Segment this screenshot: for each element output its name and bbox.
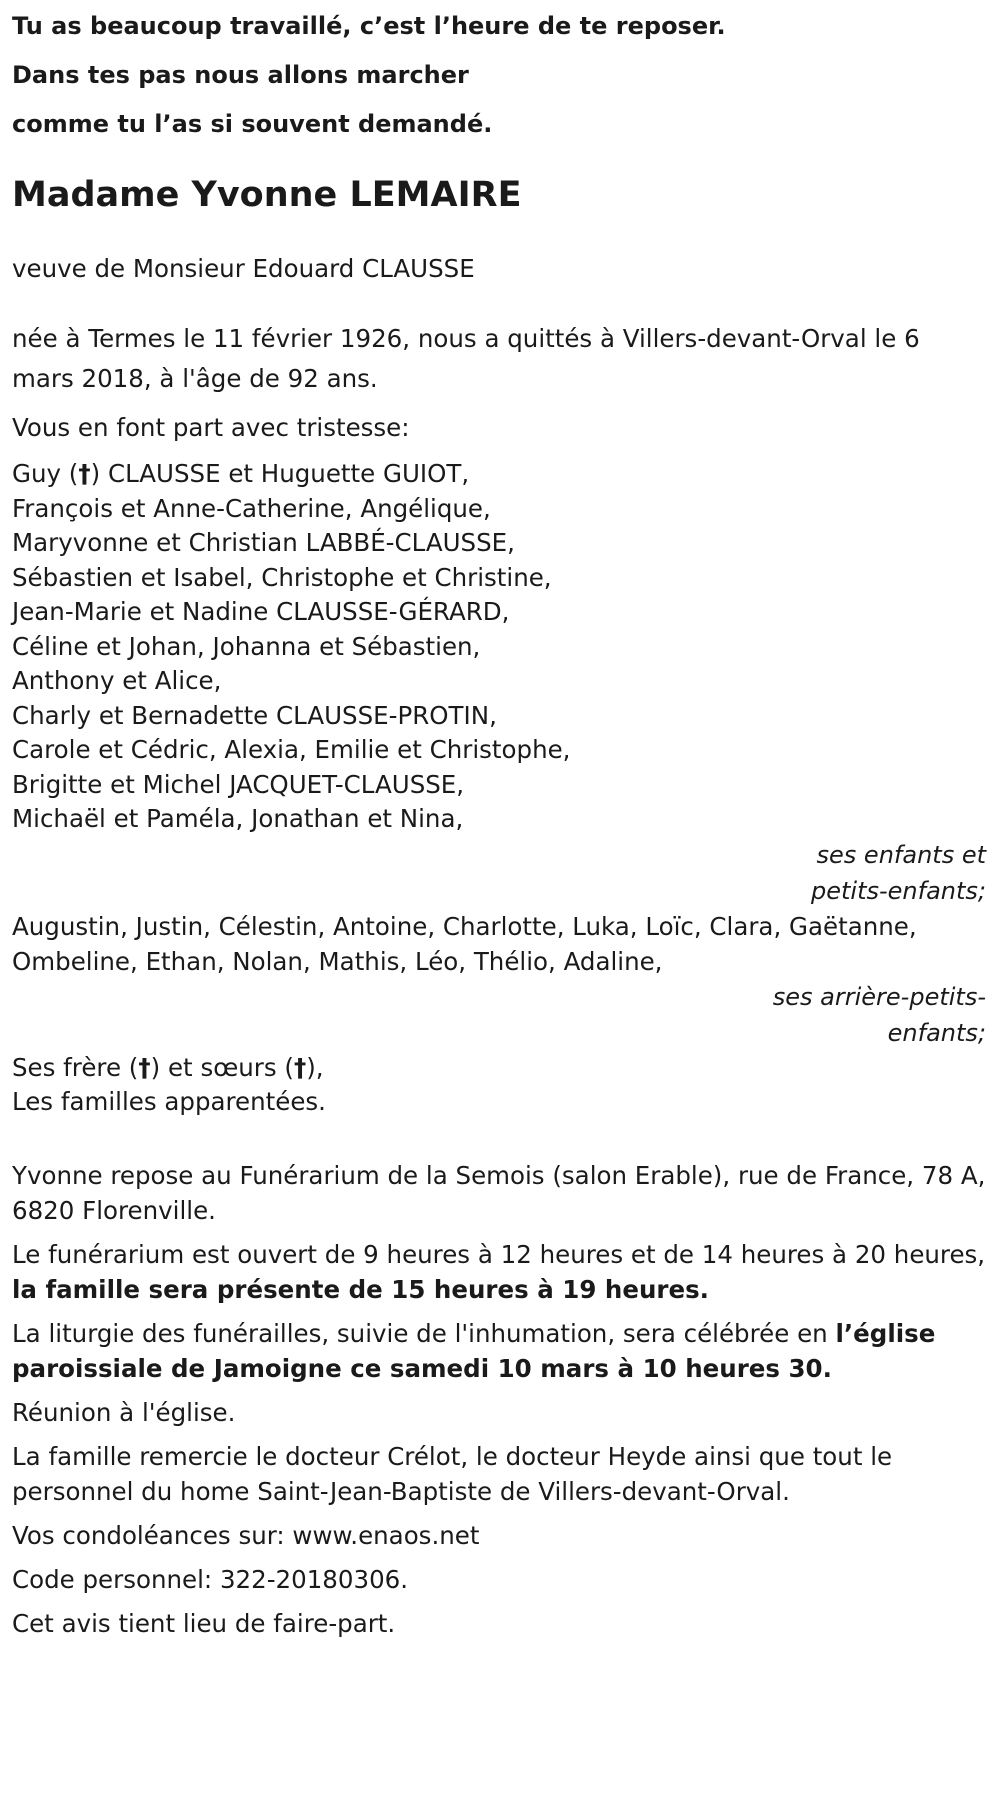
family-line-text: ) CLAUSSE et Huguette GUIOT,	[90, 459, 470, 488]
liturgy-text	[12, 1316, 988, 1386]
cross-icon: †	[138, 1052, 151, 1082]
great-grandchildren-label: ses arrière-petits-	[772, 982, 986, 1011]
list-item: Jean-Marie et Nadine CLAUSSE-GÉRARD,	[12, 597, 510, 626]
relatives-line: Les familles apparentées.	[12, 1087, 326, 1116]
liturgy-emphasis: l’église paroissiale de Jamoigne ce samedi 10 mars à 10 heures 30.	[12, 1318, 936, 1383]
hours-emphasis: la famille sera présente de 15 heures à 19 heures.	[12, 1274, 709, 1304]
list-item: Carole et Cédric, Alexia, Emilie et Christophe,	[12, 735, 571, 764]
liturgy-normal: La liturgie des funérailles, suivie de l'inhumation, sera célébrée en	[12, 1318, 836, 1348]
list-item: Brigitte et Michel JACQUET-CLAUSSE,	[12, 769, 465, 799]
list-item: Michaël et Paméla, Jonathan et Nina,	[12, 804, 464, 833]
hours-text	[12, 1237, 988, 1307]
list-item: Anthony et Alice,	[12, 666, 222, 695]
siblings-text: ) et sœurs (	[150, 1052, 294, 1082]
great-grandchildren-list: Augustin, Justin, Célestin, Antoine, Charlotte, Luka, Loïc, Clara, Gaëtanne, Ombeline, Ethan, Nolan, Mathis, Léo, Thélio, Adaline,	[12, 911, 917, 976]
children-label: ses enfants et	[816, 840, 986, 869]
deceased-name: Madame Yvonne LEMAIRE	[12, 175, 522, 215]
list-item: Sébastien et Isabel, Christophe et Christine,	[12, 562, 552, 592]
list-item	[12, 457, 988, 492]
personal-code: Code personnel: 322-20180306.	[12, 1564, 409, 1594]
closing-text: Cet avis tient lieu de faire-part.	[12, 1608, 396, 1638]
thanks-text: La famille remercie le docteur Crélot, le docteur Heyde ainsi que tout le personnel du home Saint-Jean-Baptiste de Villers-devant-Orval.	[12, 1441, 893, 1506]
siblings-text: ),	[306, 1052, 324, 1082]
list-item: Céline et Johan, Johanna et Sébastien,	[12, 631, 481, 661]
great-grandchildren-label: enfants;	[887, 1018, 986, 1047]
list-item: Charly et Bernadette CLAUSSE-PROTIN,	[12, 700, 497, 730]
siblings-text: Ses frère (	[12, 1052, 139, 1082]
repose-text: Yvonne repose au Funérarium de la Semois (salon Erable), rue de France, 78 A, 6820 Florenville.	[12, 1160, 986, 1225]
children-label: petits-enfants;	[811, 876, 986, 905]
hours-normal: Le funérarium est ouvert de 9 heures à 12 heures et de 14 heures à 20 heures,	[12, 1239, 986, 1269]
siblings-line	[12, 1051, 988, 1086]
spouse-line: veuve de Monsieur Edouard CLAUSSE	[12, 254, 475, 283]
poem-line: Tu as beaucoup travaillé, c’est l’heure de te reposer.	[12, 12, 726, 40]
reunion-text: Réunion à l'église.	[12, 1397, 236, 1427]
condolences-text: Vos condoléances sur: www.enaos.net	[12, 1520, 480, 1550]
birth-death-text: née à Termes le 11 février 1926, nous a quittés à Villers-devant-Orval le 6 mars 2018, à l'âge de 92 ans.	[12, 324, 920, 393]
list-item: François et Anne-Catherine, Angélique,	[12, 493, 491, 523]
announcement-intro: Vous en font part avec tristesse:	[12, 413, 410, 442]
cross-icon: †	[78, 459, 91, 488]
cross-icon: †	[293, 1052, 307, 1082]
family-line-text: Guy (	[12, 459, 79, 488]
poem	[12, 0, 988, 149]
poem-line: Dans tes pas nous allons marcher	[12, 61, 469, 89]
family-list	[12, 457, 988, 1120]
poem-line: comme tu l’as si souvent demandé.	[12, 110, 493, 138]
list-item: Maryvonne et Christian LABBÉ-CLAUSSE,	[12, 528, 515, 557]
